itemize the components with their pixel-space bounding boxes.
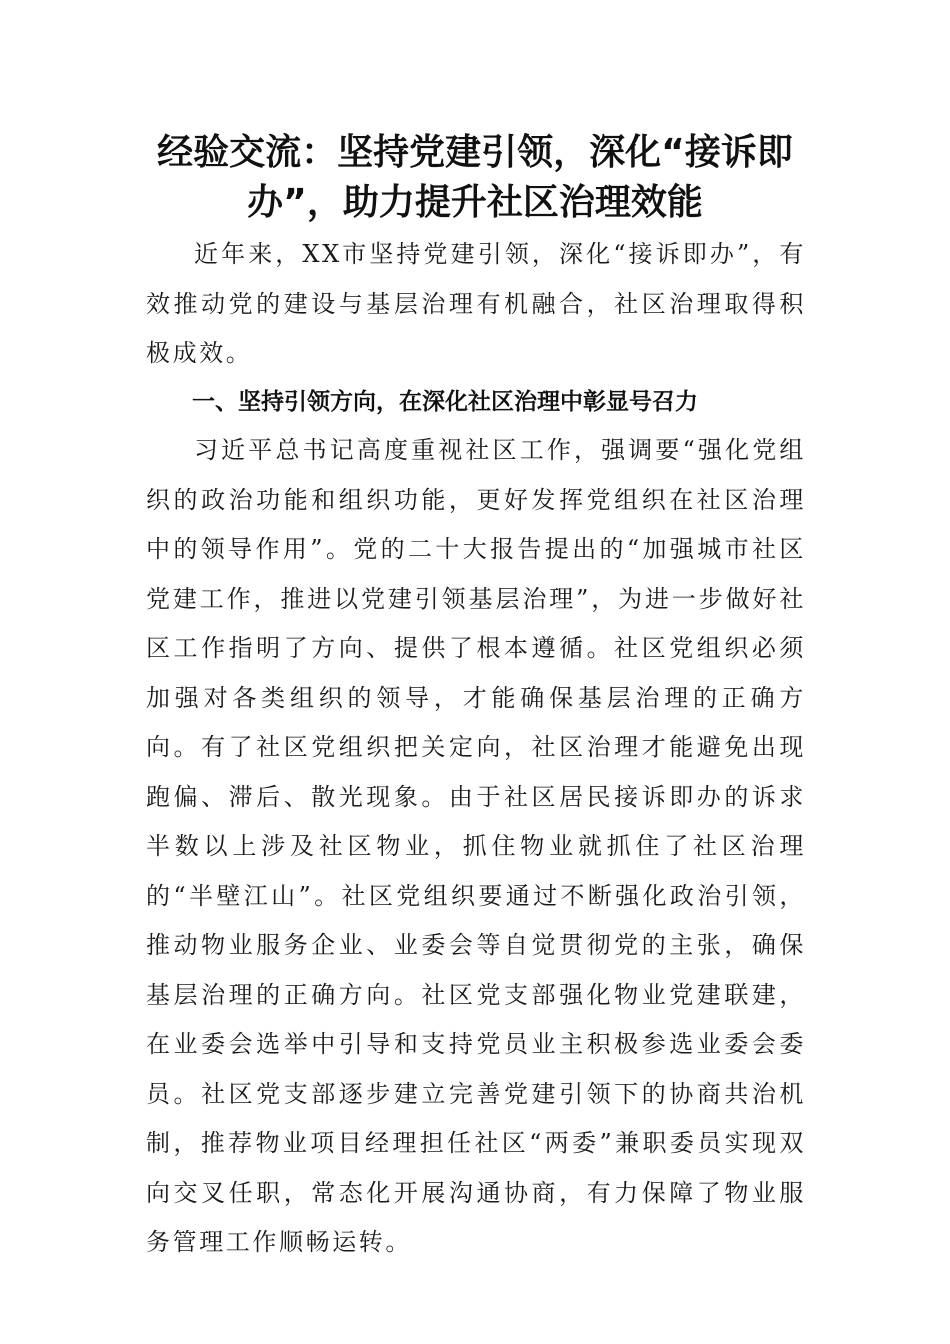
intro-paragraph: 近年来，XX市坚持党建引领，深化“接诉即办”，有效推动党的建设与基层治理有机融合，社区治理取得积极成效。 (146, 240, 806, 367)
document-title: 经验交流：坚持党建引领，深化“接诉即办”，助力提升社区治理效能 (157, 132, 793, 223)
section-paragraph: 习近平总书记高度重视社区工作，强调要“强化党组织的政治功能和组织功能，更好发挥党组织在社区治理中的领导作用”。党的二十大报告提出的“加强城市社区党建工作，推进以党建引领基层治理”，为进一步做好社区工作指明了方向、提供了根本遵循。社区党组织必须加强对各类组织的领导，才能确保基层治理的正确方向。有了社区党组织把关定向，社区治理才能避免出现跑偏、滞后、散光现象。由于社区居民接诉即办的诉求半数以上涉及社区物业，抓住物业就抓住了社区治理的“半壁江山”。社区党组织要通过不断强化政治引领，推动物业服务企业、业委会等自觉贯彻党的主张，确保基层治理的正确方向。社区党支部强化物业党建联建，在业委会选举中引导和支持党员业主积极参选业委会委员。社区党支部逐步建立完善党建引领下的协商共治机制，推荐物业项目经理担任社区“两委”兼职委员实现双向交叉任职，常态化开展沟通协商，有力保障了物业服务管理工作顺畅运转。 (146, 436, 806, 1256)
section-heading: 一、坚持引领方向，在深化社区治理中彰显号召力 (192, 389, 698, 415)
